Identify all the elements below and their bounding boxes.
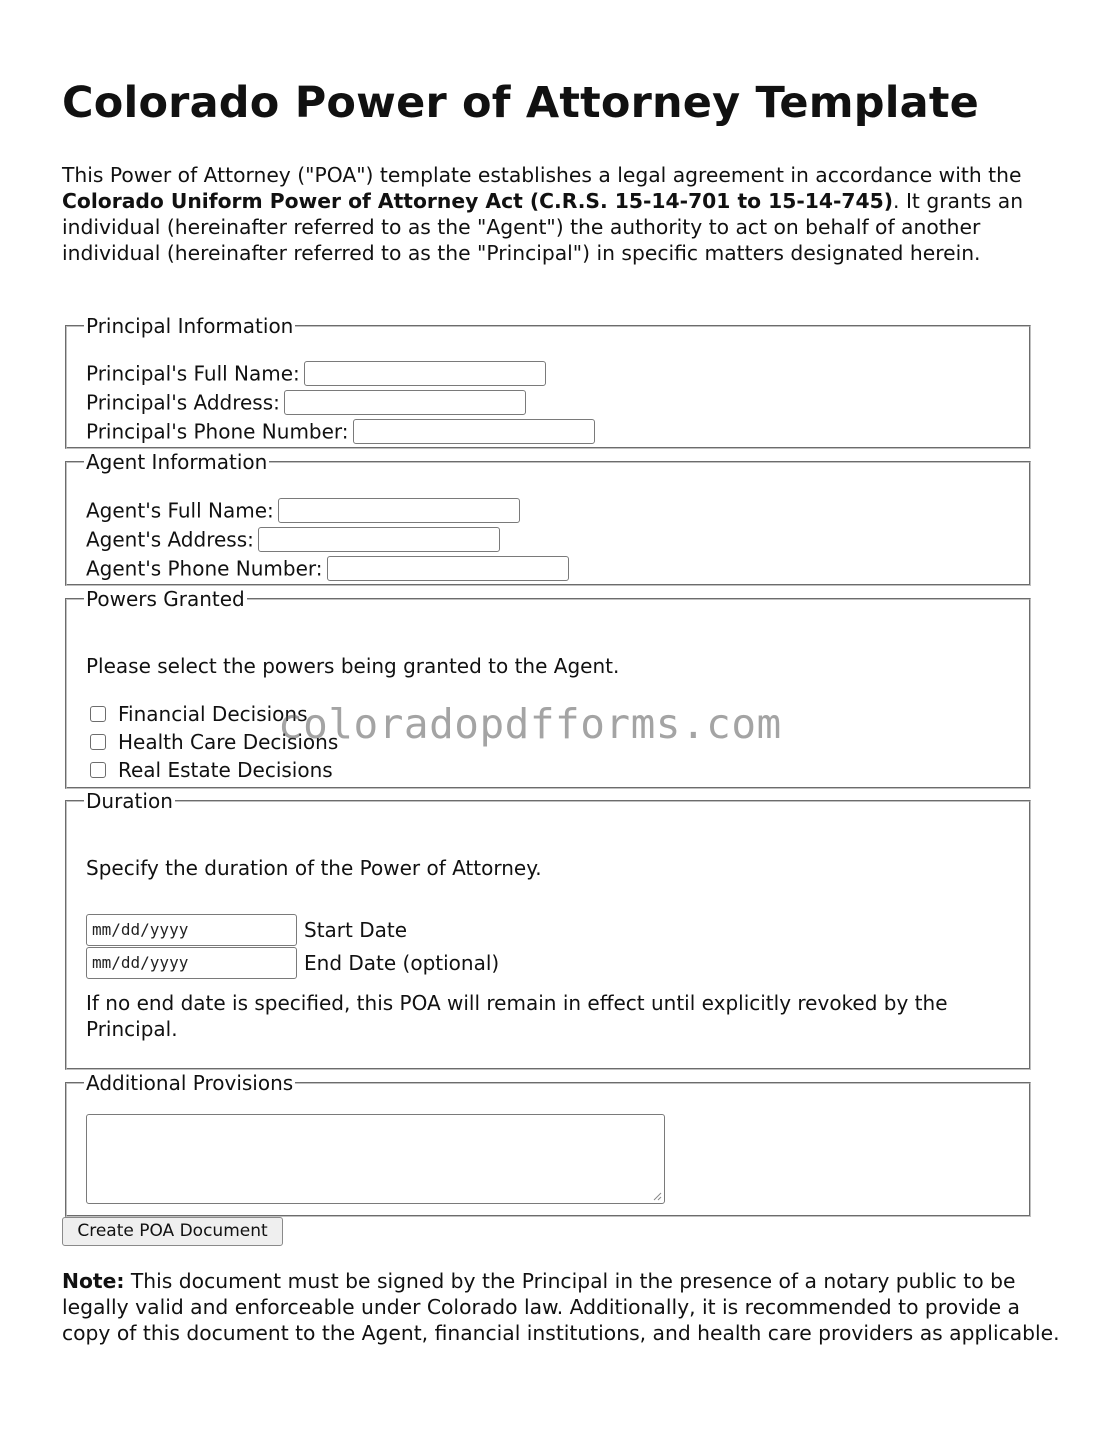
resize-grip-icon[interactable]	[652, 1191, 662, 1201]
start-date-label: Start Date	[304, 918, 408, 942]
principal-phone-label: Principal's Phone Number:	[86, 419, 349, 444]
health-care-checkbox[interactable]	[90, 734, 106, 750]
watermark: coloradopdfforms.com	[278, 700, 782, 748]
provisions-textarea[interactable]	[86, 1114, 665, 1204]
note-text: This document must be signed by the Principal in the presence of a notary public to be legally valid and enforceable under Colorado law. Additionally, it is recommended to provide a copy of this document to the Agent, financial institutions, and health care providers as applicable.	[62, 1269, 1060, 1345]
start-date-input[interactable]: mm/dd/yyyy	[86, 914, 297, 946]
financial-checkbox[interactable]	[90, 706, 106, 722]
provisions-fieldset	[65, 1072, 1031, 1217]
powers-legend: Powers Granted	[86, 587, 245, 611]
powers-instruction: Please select the powers being granted to the Agent.	[86, 654, 620, 678]
agent-phone-row	[86, 555, 569, 581]
create-poa-button[interactable]: Create POA Document	[62, 1217, 283, 1246]
note-prefix: Note:	[62, 1269, 125, 1293]
principal-address-input[interactable]	[284, 390, 526, 415]
agent-address-input[interactable]	[258, 527, 500, 552]
start-date-row	[86, 914, 407, 946]
real-estate-checkbox[interactable]	[90, 762, 106, 778]
principal-address-label: Principal's Address:	[86, 390, 280, 415]
agent-phone-input[interactable]	[327, 556, 569, 581]
end-date-input[interactable]: mm/dd/yyyy	[86, 947, 297, 979]
agent-name-row	[86, 497, 520, 523]
end-date-row	[86, 947, 499, 979]
duration-instruction: Specify the duration of the Power of Attorney.	[86, 856, 542, 880]
health-care-label: Health Care Decisions	[118, 730, 339, 754]
principal-name-input[interactable]	[304, 361, 546, 386]
act-name: Colorado Uniform Power of Attorney Act (C.R.S. 15-14-701 to 15-14-745)	[62, 189, 894, 213]
intro-paragraph	[62, 162, 1062, 266]
duration-fieldset	[65, 790, 1031, 1070]
note-paragraph	[62, 1268, 1062, 1346]
financial-label: Financial Decisions	[118, 702, 308, 726]
principal-name-row	[86, 360, 546, 386]
provisions-legend: Additional Provisions	[86, 1071, 294, 1095]
agent-legend: Agent Information	[86, 450, 268, 474]
power-option-real-estate[interactable]	[90, 758, 333, 782]
power-option-health-care[interactable]	[90, 730, 338, 754]
agent-name-label: Agent's Full Name:	[86, 498, 274, 523]
agent-name-input[interactable]	[278, 498, 520, 523]
end-date-label: End Date (optional)	[304, 951, 500, 975]
intro-text-before: This Power of Attorney ("POA") template establishes a legal agreement in accordance with the	[62, 163, 1022, 187]
powers-fieldset	[65, 588, 1031, 789]
principal-fieldset	[65, 315, 1031, 449]
duration-legend: Duration	[86, 789, 173, 813]
principal-name-label: Principal's Full Name:	[86, 361, 300, 386]
agent-phone-label: Agent's Phone Number:	[86, 556, 323, 581]
agent-address-label: Agent's Address:	[86, 527, 254, 552]
real-estate-label: Real Estate Decisions	[118, 758, 333, 782]
principal-phone-row	[86, 418, 595, 444]
power-option-financial[interactable]	[90, 702, 308, 726]
duration-footnote: If no end date is specified, this POA will remain in effect until explicitly revoked by the Principal.	[86, 991, 948, 1041]
agent-address-row	[86, 526, 500, 552]
agent-fieldset	[65, 451, 1031, 586]
principal-phone-input[interactable]	[353, 419, 595, 444]
principal-address-row	[86, 389, 526, 415]
intro-text-after: . It grants an individual (hereinafter referred to as the "Agent") the authority to act on behalf of another individual (hereinafter referred to as the "Principal") in specific matters designated herein.	[62, 189, 1024, 265]
page-title: Colorado Power of Attorney Template	[62, 78, 979, 128]
principal-legend: Principal Information	[86, 314, 294, 338]
